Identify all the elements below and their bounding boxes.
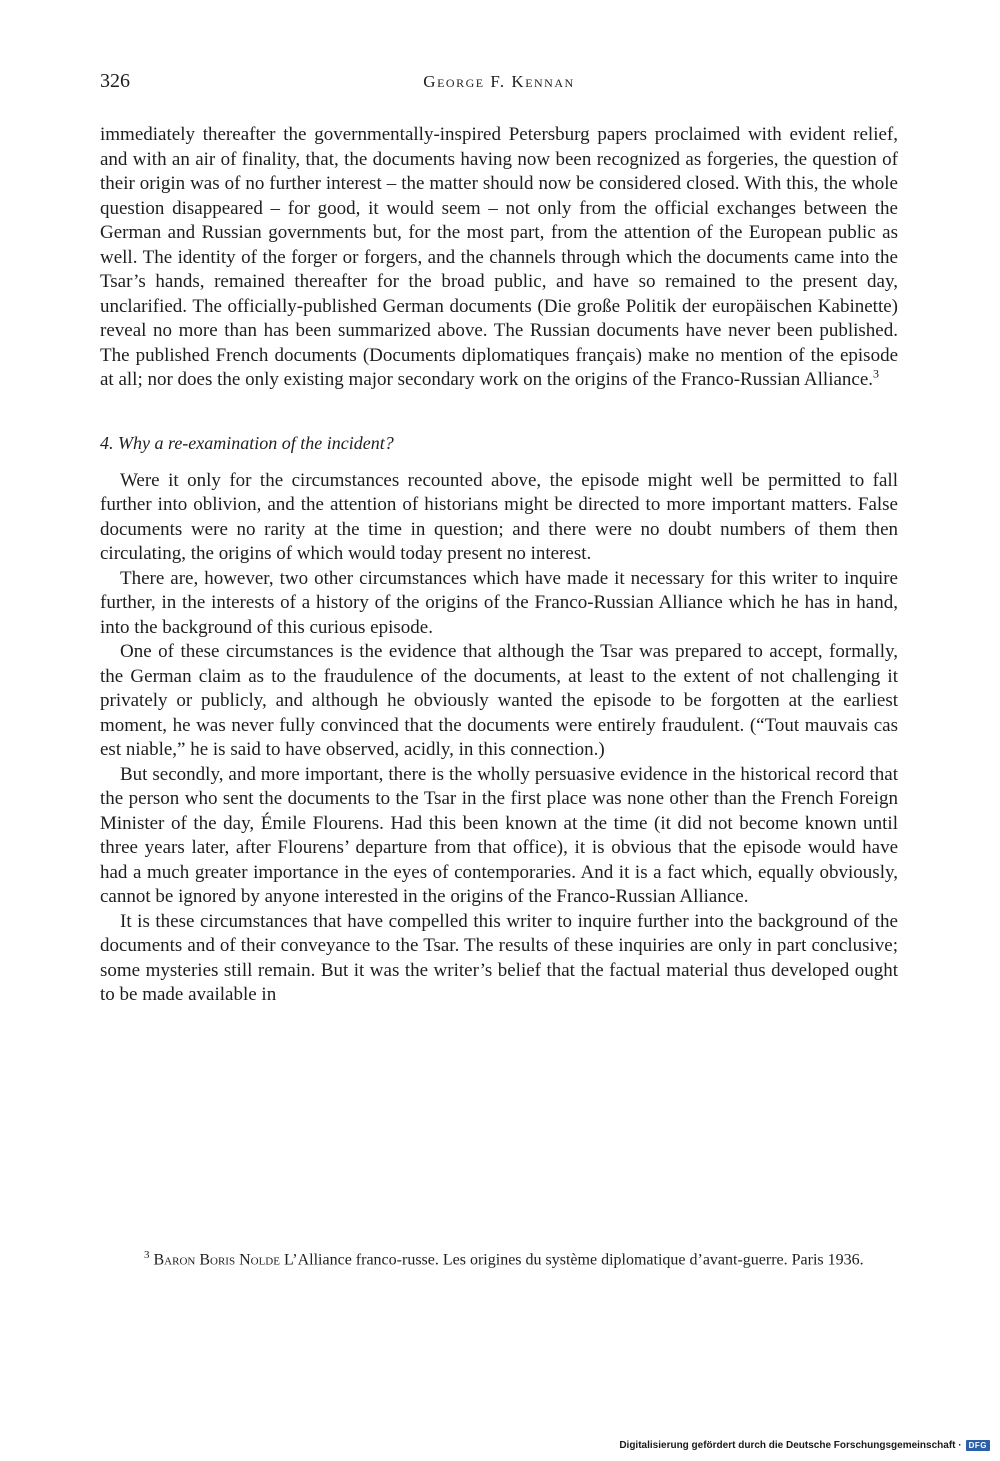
digitization-banner [619,1440,990,1451]
footnote-marker: 3 [144,1249,150,1261]
banner-text: Digitalisierung gefördert durch die Deutsche Forschungsgemeinschaft · [619,1440,962,1451]
page-header [100,70,898,98]
footnote-text [100,1245,898,1270]
footnote-author: Baron Boris Nolde [153,1251,280,1269]
paragraph [100,123,898,393]
paragraph: Were it only for the circumstances recounted above, the episode might well be permitted to fall further into oblivion, and the attention of historians might be directed to more important matters. False documents were no rarity at the time in question; and there were no doubt numbers of them then circulating, the origins of which would today present no interest. [100,469,898,564]
paragraph: It is these circumstances that have compelled this writer to inquire further into the background of the documents and of their conveyance to the Tsar. The results of these inquiries are only in part conclusive; some mysteries still remain. But it was the writer’s belief that the factual material thus developed ought to be made available in [100,910,898,1005]
paragraph: But secondly, and more important, there is the wholly persuasive evidence in the historical record that the person who sent the documents to the Tsar in the first place was none other than the French Foreign Minister of the day, Émile Flourens. Had this been known at the time (it did not become known until three years later, after Flourens’ departure from that office), it is obvious that the episode would have had a much greater importance in the eyes of contemporaries. And it is a fact which, equally obviously, cannot be ignored by anyone interested in the origins of the Franco-Russian Alliance. [100,763,898,907]
paragraph-text: immediately thereafter the governmentally-inspired Petersburg papers proclaimed with evident relief, and with an air of finality, that, the documents having now been recognized as forgeries, the question of their origin was of no further interest – the matter should now be considered closed. With this, the whole question disappeared – for good, it would seem – not only from the official exchanges between the German and Russian governments but, for the most part, from the attention of the European public as well. The identity of the forger or forgers, and the channels through which the documents came into the Tsar’s hands, remained thereafter for the broad public, and have so remained to the present day, unclarified. The officially-published German documents (Die große Politik der europäischen Kabinette) reveal no more than has been summarized above. The Russian documents have never been published. The published French documents (Documents diplomatiques français) make no mention of the episode at all; nor does the only existing major secondary work on the origins of the Franco-Russian Alliance. [100,124,898,390]
running-head: George F. Kennan [423,72,575,91]
dfg-logo-icon: DFG [966,1440,990,1451]
footnote [100,1245,898,1270]
paragraph: There are, however, two other circumstances which have made it necessary for this writer to inquire further, in the interests of a history of the origins of the Franco-Russian Alliance which he has in hand, into the background of this curious episode. [100,567,898,638]
section-heading: 4. Why a re-examination of the incident? [100,432,394,453]
page-body [100,123,898,1008]
page-number: 326 [100,70,130,92]
paragraph: One of these circumstances is the evidence that although the Tsar was prepared to accept, formally, the German claim as to the fraudulence of the documents, at least to the extent of not challenging it privately or publicly, and although he obviously wanted the episode to be forgotten at the earliest moment, he was never fully convinced that the documents were entirely fraudulent. (“Tout mauvais cas est niable,” he is said to have observed, acidly, in this connection.) [100,641,898,760]
footnote-reference[interactable]: 3 [873,366,880,381]
footnote-citation: L’Alliance franco-russe. Les origines du système diplomatique d’avant-guerre. Paris 1936. [283,1251,864,1269]
